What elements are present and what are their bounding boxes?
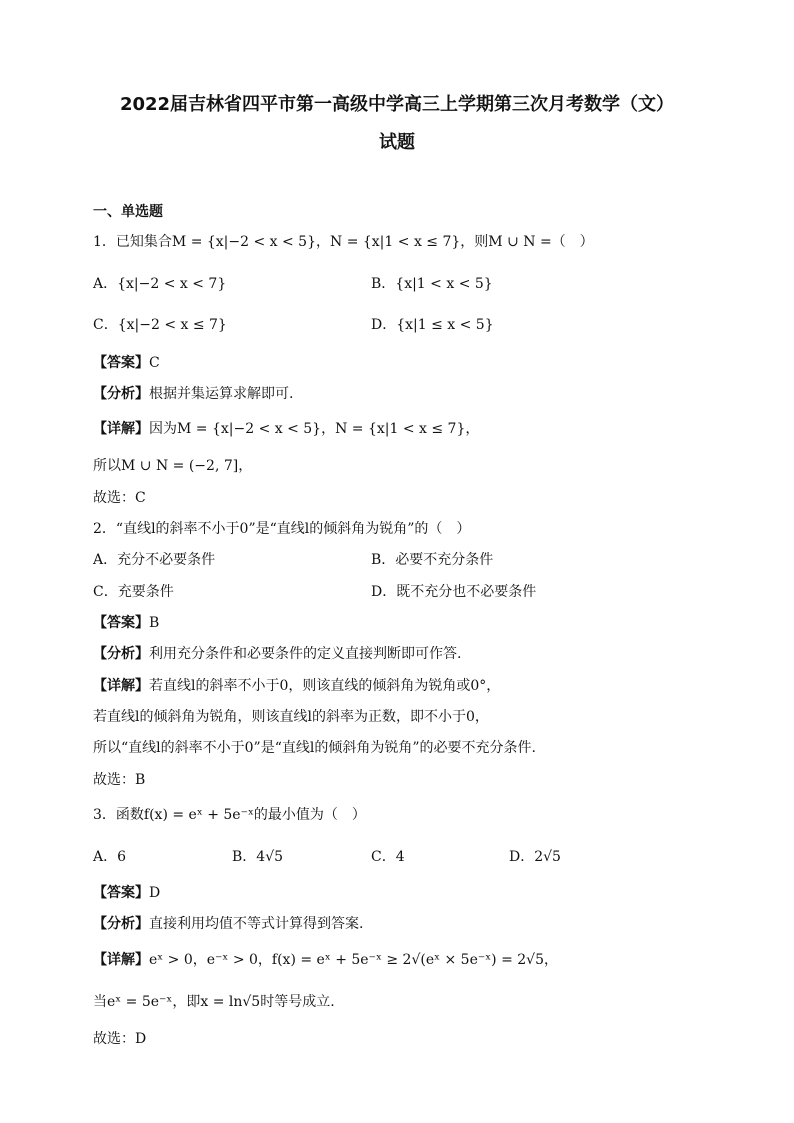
answer-tag: 【答案】: [93, 615, 149, 631]
q2-detail-2: 若直线l的倾斜角为锐角，则该直线l的斜率为正数，即不小于0，: [93, 709, 489, 725]
q2-option-b: B．必要不充分条件: [371, 552, 494, 568]
q2-stem: 2．“直线l的斜率不小于0”是“直线l的倾斜角为锐角”的（ ）: [93, 521, 471, 537]
detail-text: eˣ > 0，e⁻ˣ > 0，f(x) = eˣ + 5e⁻ˣ ≥ 2√(eˣ × 5e⁻ˣ) = 2√5，: [149, 952, 559, 968]
detail-text: 因为M = {x|−2 < x < 5}，N = {x|1 < x ≤ 7}，: [149, 421, 480, 437]
q3-answer: [93, 883, 160, 903]
q3-stem: 3．函数f(x) = eˣ + 5e⁻ˣ的最小值为（ ）: [93, 807, 366, 823]
q1-detail-1: [93, 419, 479, 439]
detail-tag: 【详解】: [93, 952, 149, 968]
document-title-line2: 试题: [379, 132, 415, 153]
q2-detail-3: 所以“直线l的斜率不小于0”是“直线l的倾斜角为锐角”的必要不充分条件.: [93, 740, 536, 756]
analysis-tag: 【分析】: [93, 646, 149, 662]
q2-choose: 故选：B: [93, 772, 146, 788]
analysis-tag: 【分析】: [93, 386, 149, 402]
analysis-text: 利用充分条件和必要条件的定义直接判断即可作答.: [149, 646, 462, 662]
q3-detail-2: 当eˣ = 5e⁻ˣ，即x = ln√5时等号成立.: [93, 994, 335, 1010]
q1-option-a: A．{x|−2 < x < 7}: [93, 276, 227, 292]
q2-option-a: A．充分不必要条件: [93, 552, 216, 568]
q1-stem: 1．已知集合M = {x|−2 < x < 5}，N = {x|1 < x ≤ 7}，则M ∪ N =（ ）: [93, 234, 594, 250]
q3-option-a: A．6: [93, 849, 127, 865]
q3-analysis: [93, 914, 363, 934]
analysis-text: 直接利用均值不等式计算得到答案.: [149, 916, 364, 932]
document-title-line1: 2022届吉林省四平市第一高级中学高三上学期第三次月考数学（文）: [119, 94, 675, 115]
q3-option-d: D．2√5: [509, 849, 561, 865]
q3-option-c: C．4: [371, 849, 405, 865]
q2-answer: [93, 613, 159, 633]
q1-answer: [93, 353, 160, 373]
q1-option-b: B．{x|1 < x < 5}: [371, 276, 493, 292]
answer-value: B: [149, 615, 160, 631]
q3-option-b: B．4√5: [232, 849, 284, 865]
detail-tag: 【详解】: [93, 678, 149, 694]
q3-choose: 故选：D: [93, 1031, 147, 1047]
analysis-text: 根据并集运算求解即可.: [149, 386, 294, 402]
answer-tag: 【答案】: [93, 885, 149, 901]
section-heading: 一、单选题: [93, 204, 163, 220]
q1-option-d: D．{x|1 ≤ x < 5}: [371, 317, 494, 333]
detail-tag: 【详解】: [93, 421, 149, 437]
q2-detail-1: [93, 676, 500, 696]
analysis-tag: 【分析】: [93, 916, 149, 932]
detail-text: 若直线l的斜率不小于0，则该直线的倾斜角为锐角或0°，: [149, 678, 501, 694]
q1-option-c: C．{x|−2 < x ≤ 7}: [93, 317, 227, 333]
q1-choose: 故选：C: [93, 490, 146, 506]
answer-value: C: [149, 355, 160, 371]
answer-tag: 【答案】: [93, 355, 149, 371]
answer-value: D: [149, 885, 161, 901]
q2-option-d: D．既不充分也不必要条件: [371, 584, 537, 600]
q3-detail-1: [93, 950, 558, 970]
q2-analysis: [93, 644, 461, 664]
q1-detail-2: 所以M ∪ N = (−2, 7]，: [93, 458, 253, 474]
q2-option-c: C．充要条件: [93, 584, 174, 600]
q1-analysis: [93, 384, 293, 404]
